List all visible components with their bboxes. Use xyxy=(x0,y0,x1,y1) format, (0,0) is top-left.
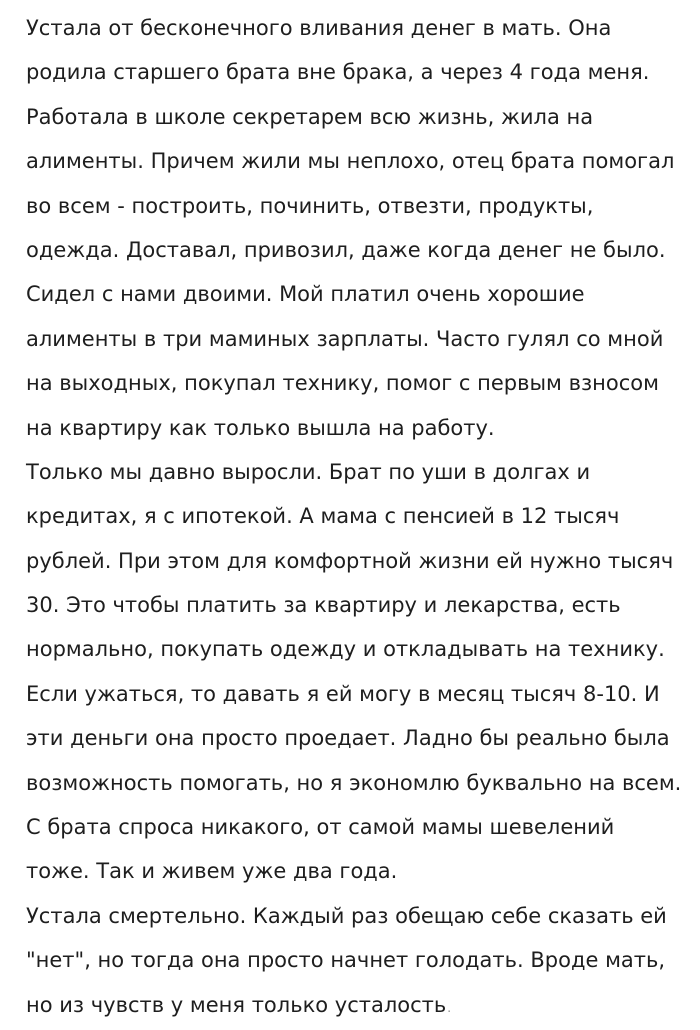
text-line: на выходных, покупал технику, помог с первым взносом xyxy=(26,371,659,396)
text-line: С брата спроса никакого, от самой мамы шевелений xyxy=(26,815,615,840)
last-line-text: но из чувств у меня только усталость xyxy=(26,992,447,1017)
text-line: алименты. Причем жили мы неплохо, отец брата помогал xyxy=(26,149,675,174)
text-line: "нет", но тогда она просто начнет голодать. Вроде мать, xyxy=(26,948,666,973)
text-line: одежда. Доставал, привозил, даже когда денег не было. xyxy=(26,237,666,262)
text-line: возможность помогать, но я экономлю буквально на всем. xyxy=(26,770,682,795)
text-line: 30. Это чтобы платить за квартиру и лекарства, есть xyxy=(26,593,621,618)
text-line-last xyxy=(26,983,691,1027)
text-line: Если ужаться, то давать я ей могу в месяц тысяч 8-10. И xyxy=(26,681,660,706)
text-line: родила старшего брата вне брака, а через 4 года меня. xyxy=(26,60,650,85)
text-line: нормально, покупать одежду и откладывать на технику. xyxy=(26,637,665,662)
text-line: эти деньги она просто проедает. Ладно бы реально была xyxy=(26,726,670,751)
text-line: во всем - построить, починить, отвезти, продукты, xyxy=(26,193,594,218)
text-line: Устала от бесконечного вливания денег в мать. Она xyxy=(26,16,612,40)
text-line: Устала смертельно. Каждый раз обещаю себе сказать ей xyxy=(26,903,667,928)
text-line: тоже. Так и живем уже два года. xyxy=(26,859,398,884)
text-line: алименты в три маминых зарплаты. Часто гулял со мной xyxy=(26,326,664,351)
trailing-dot: . xyxy=(447,1000,452,1015)
text-line: Сидел с нами двоими. Мой платил очень хорошие xyxy=(26,282,585,307)
text-line: рублей. При этом для комфортной жизни ей нужно тысяч xyxy=(26,548,674,573)
text-line: Работала в школе секретарем всю жизнь, жила на xyxy=(26,104,594,129)
post-text xyxy=(26,6,691,1027)
text-line: Только мы давно выросли. Брат по уши в долгах и xyxy=(26,459,591,484)
text-line: на квартиру как только вышла на работу. xyxy=(26,415,495,440)
text-line: кредитах, я с ипотекой. А мама с пенсией в 12 тысяч xyxy=(26,504,620,529)
